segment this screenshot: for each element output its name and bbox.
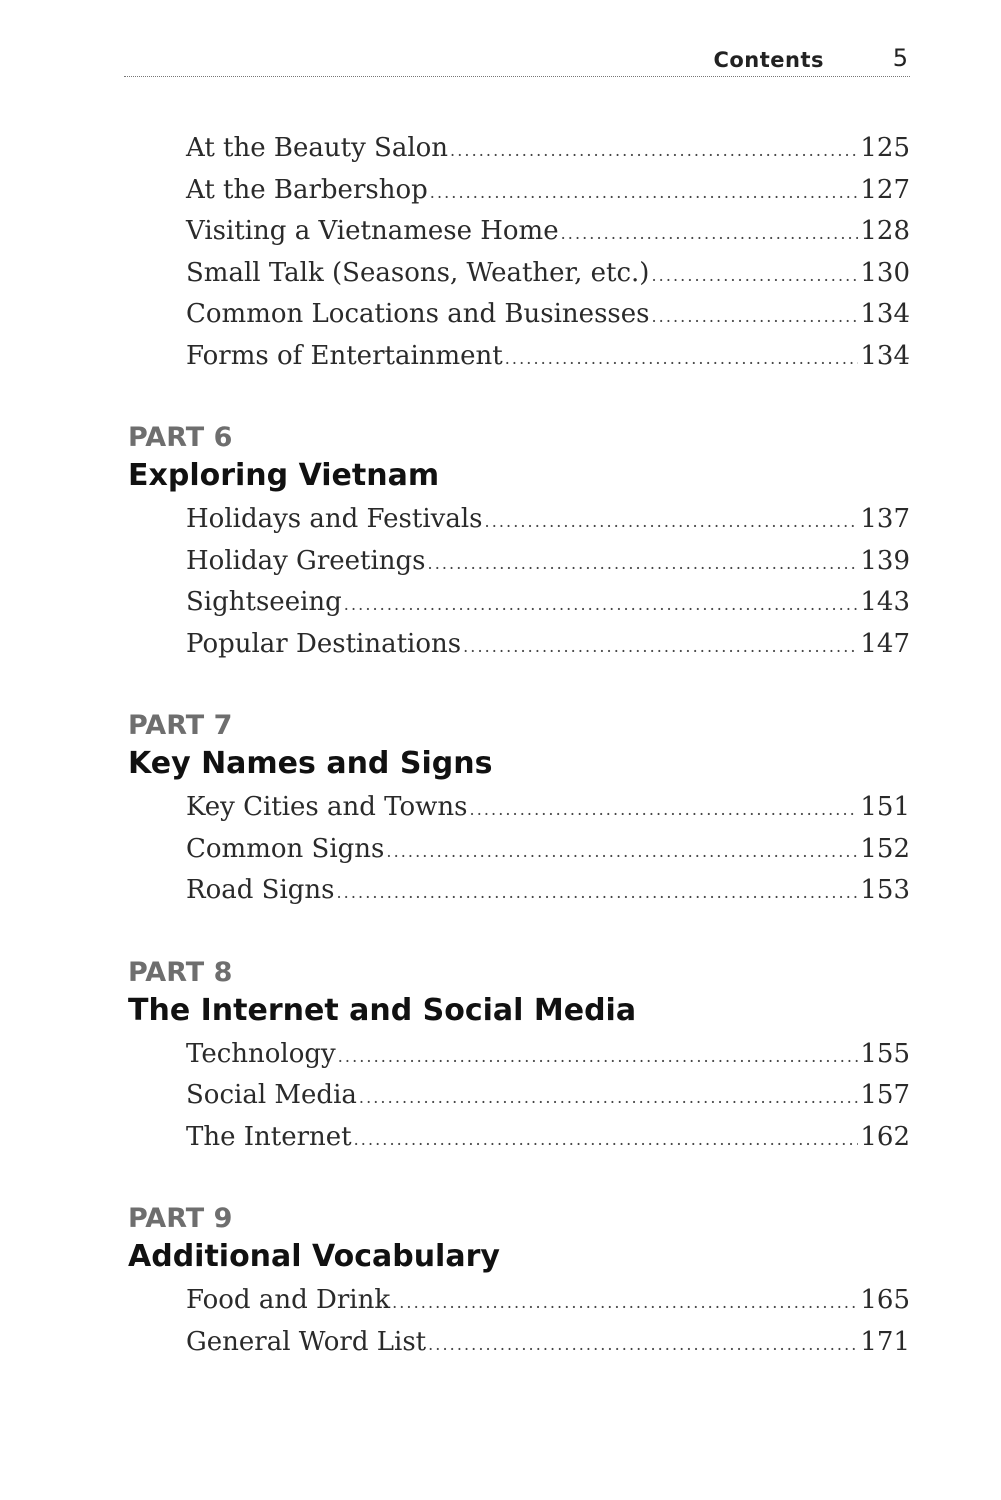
toc-entry-page: 130 — [860, 257, 910, 288]
toc-entry[interactable] — [186, 1280, 910, 1322]
table-of-contents — [128, 128, 910, 1363]
toc-entry[interactable] — [186, 541, 910, 583]
part-label: PART 8 — [128, 956, 233, 988]
part-section — [128, 956, 910, 1159]
toc-entry-page: 127 — [860, 174, 910, 205]
dot-leader — [651, 296, 858, 338]
dot-leader — [344, 584, 859, 626]
toc-entry[interactable] — [186, 829, 910, 871]
toc-entry-page: 157 — [860, 1080, 910, 1110]
toc-entry[interactable] — [186, 870, 910, 912]
part-section — [128, 1202, 910, 1363]
continued-entry-list — [128, 128, 910, 377]
dot-leader — [337, 872, 859, 914]
toc-entry-title: Visiting a Vietnamese Home — [186, 216, 559, 246]
toc-entry-title: Key Cities and Towns — [186, 792, 468, 822]
toc-entry-page: 139 — [860, 545, 910, 576]
dot-leader — [428, 543, 859, 585]
toc-entry[interactable] — [186, 1117, 910, 1159]
dot-leader — [386, 831, 858, 873]
toc-entry-title: Popular Destinations — [186, 628, 462, 659]
toc-entry[interactable] — [186, 253, 910, 295]
toc-entry-title: General Word List — [186, 1326, 427, 1357]
toc-entry-title: Social Media — [186, 1080, 357, 1110]
dot-leader — [651, 255, 858, 297]
toc-entry-title: Small Talk (Seasons, Weather, etc.) — [186, 257, 650, 288]
toc-entry-title: At the Barbershop — [186, 174, 428, 205]
toc-entry[interactable] — [186, 1075, 910, 1117]
toc-entry-page: 147 — [860, 628, 910, 659]
toc-entry-title: Sightseeing — [186, 587, 342, 617]
toc-entry-title: Holidays and Festivals — [186, 504, 483, 534]
toc-entry-page: 137 — [860, 504, 910, 534]
toc-entry[interactable] — [186, 499, 910, 541]
toc-entry-title: Common Signs — [186, 833, 385, 864]
dot-leader — [338, 1036, 859, 1078]
toc-entry[interactable] — [186, 582, 910, 624]
toc-entry-page: 155 — [860, 1038, 910, 1069]
toc-entry-page: 143 — [860, 587, 910, 617]
toc-entry-page: 165 — [860, 1285, 910, 1315]
toc-entry[interactable] — [186, 211, 910, 253]
dot-leader — [359, 1077, 858, 1119]
toc-entry-title: Holiday Greetings — [186, 545, 426, 576]
toc-entry-page: 134 — [860, 340, 910, 371]
toc-entry[interactable] — [186, 787, 910, 829]
part-label: PART 6 — [128, 422, 233, 453]
part-section — [128, 421, 910, 665]
dot-leader — [450, 130, 858, 172]
dot-leader — [470, 789, 859, 831]
part-title: The Internet and Social Media — [128, 992, 637, 1028]
toc-entry-page: 151 — [860, 792, 910, 822]
toc-entry-title: The Internet — [186, 1121, 352, 1152]
running-title: Contents — [713, 48, 824, 72]
part-entry-list — [128, 1034, 910, 1159]
dot-leader — [463, 626, 858, 668]
toc-entry-page: 162 — [860, 1121, 910, 1152]
dot-leader — [561, 213, 859, 255]
part-label: PART 9 — [128, 1203, 233, 1234]
toc-entry-title: Technology — [186, 1038, 336, 1069]
toc-entry-page: 125 — [860, 133, 910, 163]
part-title: Key Names and Signs — [128, 746, 493, 781]
part-entry-list — [128, 499, 910, 665]
part-entry-list — [128, 787, 910, 912]
dot-leader — [485, 501, 859, 543]
page-number: 5 — [892, 44, 908, 72]
part-entry-list — [128, 1280, 910, 1363]
toc-entry[interactable] — [186, 336, 910, 378]
toc-entry-page: 152 — [860, 833, 910, 864]
toc-entry[interactable] — [186, 170, 910, 212]
dot-leader — [430, 172, 859, 214]
part-section — [128, 709, 910, 912]
toc-entry-page: 171 — [860, 1326, 910, 1357]
toc-entry[interactable] — [186, 1034, 910, 1076]
toc-entry-page: 134 — [860, 299, 910, 329]
part-title: Additional Vocabulary — [128, 1239, 500, 1274]
toc-entry[interactable] — [186, 294, 910, 336]
toc-entry[interactable] — [186, 1322, 910, 1364]
toc-entry-title: Forms of Entertainment — [186, 340, 503, 371]
dot-leader — [505, 338, 859, 380]
toc-entry[interactable] — [186, 128, 910, 170]
dot-leader — [354, 1119, 859, 1161]
toc-entry-page: 128 — [860, 216, 910, 246]
toc-entry-title: At the Beauty Salon — [186, 133, 449, 163]
page-header — [124, 40, 910, 77]
dot-leader — [428, 1324, 858, 1366]
dot-leader — [392, 1282, 858, 1324]
toc-entry[interactable] — [186, 624, 910, 666]
part-title: Exploring Vietnam — [128, 458, 440, 493]
toc-entry-title: Food and Drink — [186, 1285, 391, 1315]
part-label: PART 7 — [128, 710, 233, 741]
toc-entry-title: Road Signs — [186, 875, 335, 905]
continued-section — [128, 128, 910, 377]
toc-entry-title: Common Locations and Businesses — [186, 299, 650, 329]
toc-entry-page: 153 — [860, 875, 910, 905]
